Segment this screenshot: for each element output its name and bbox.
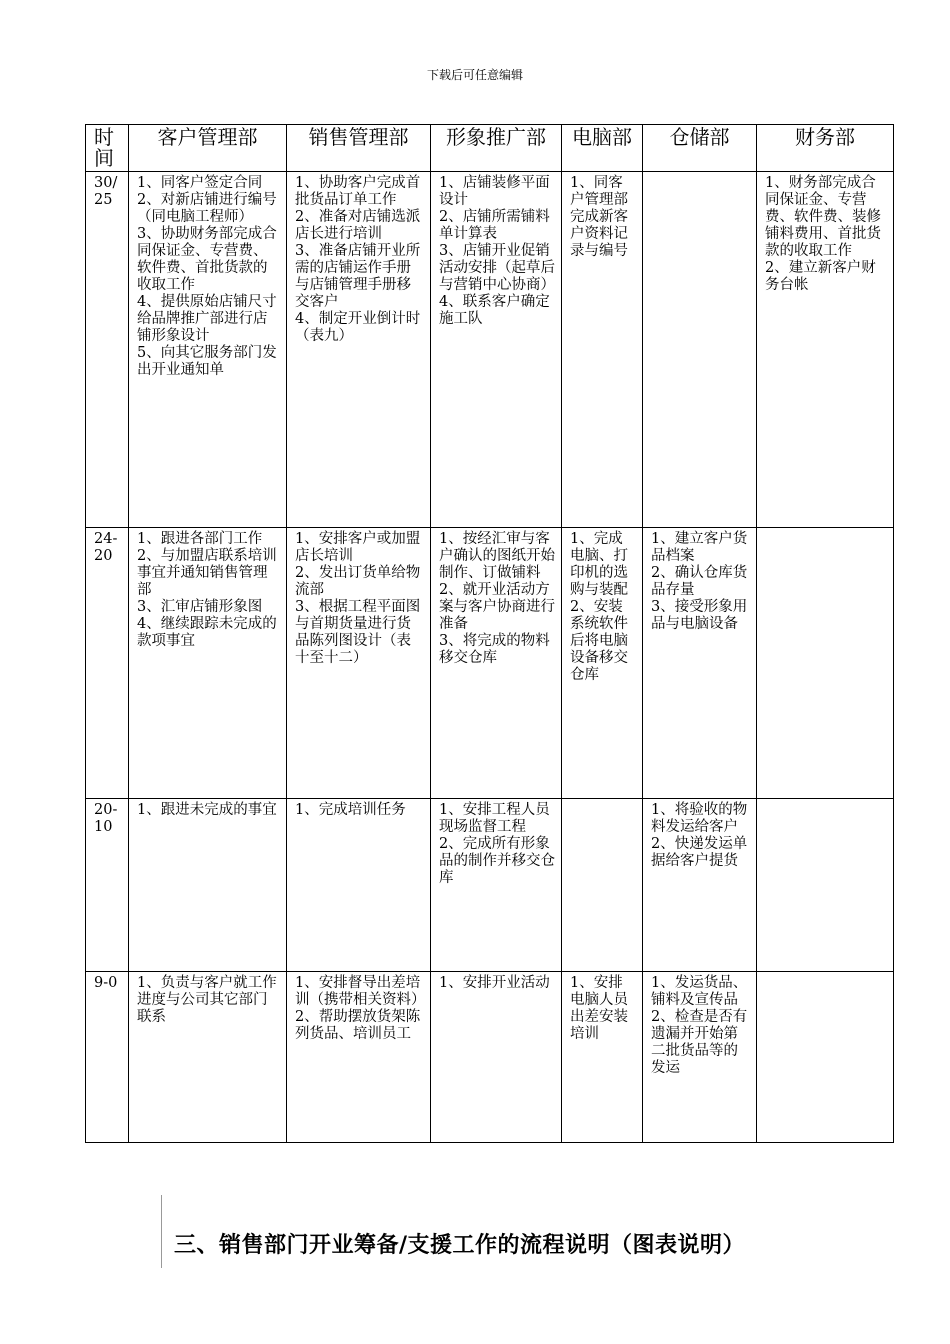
task-item: 1、跟进各部门工作 xyxy=(137,531,263,547)
task-item: 2、准备对店铺选派店长进行培训 xyxy=(295,209,421,242)
header-computer: 电脑部 xyxy=(562,125,643,172)
task-item: 1、完成电脑、打印机的选购与装配 xyxy=(570,531,628,598)
header-finance: 财务部 xyxy=(757,125,894,172)
task-item: 4、继续跟踪未完成的款项事宜 xyxy=(137,616,277,649)
time-cell: 24-20 xyxy=(86,528,129,799)
cell-sales-management xyxy=(287,972,431,1143)
cell-computer xyxy=(562,799,643,972)
cell-finance xyxy=(757,172,894,528)
task-item: 3、协助财务部完成合同保证金、专营费、软件费、首批货款的收取工作 xyxy=(137,226,277,293)
cell-finance xyxy=(757,528,894,799)
cell-warehouse xyxy=(643,172,757,528)
header-image-promotion: 形象推广部 xyxy=(431,125,562,172)
task-item: 3、准备店铺开业所需的店铺运作手册与店铺管理手册移交客户 xyxy=(295,243,421,310)
task-item: 2、检查是否有遗漏并开始第二批货品等的发运 xyxy=(651,1009,748,1076)
task-item: 2、确认仓库货品存量 xyxy=(651,565,748,598)
task-item: 2、发出订货单给物流部 xyxy=(295,565,421,598)
task-item: 1、将验收的物料发运给客户 xyxy=(651,802,748,835)
cell-computer xyxy=(562,972,643,1143)
header-sales-management: 销售管理部 xyxy=(287,125,431,172)
task-item: 1、完成培训任务 xyxy=(295,802,406,818)
cell-customer-management xyxy=(129,172,287,528)
table-row xyxy=(86,528,894,799)
section-heading: 三、销售部门开业筹备/支援工作的流程说明（图表说明） xyxy=(174,1233,746,1258)
task-item: 1、按经汇审与客户确认的图纸开始制作、订做铺料 xyxy=(439,531,555,581)
cell-finance xyxy=(757,799,894,972)
cell-image-promotion xyxy=(431,972,562,1143)
header-customer-management: 客户管理部 xyxy=(129,125,287,172)
task-item: 1、同客户签定合同 xyxy=(137,175,263,191)
task-item: 3、根据工程平面图与首期货量进行货品陈列图设计（表十至十二） xyxy=(295,599,421,666)
task-item: 2、就开业活动方案与客户协商进行准备 xyxy=(439,582,555,632)
task-item: 1、店铺装修平面设计 xyxy=(439,175,550,208)
task-item: 4、制定开业倒计时（表九） xyxy=(295,311,421,344)
task-item: 3、汇审店铺形象图 xyxy=(137,599,263,615)
cell-computer xyxy=(562,172,643,528)
task-item: 5、向其它服务部门发出开业通知单 xyxy=(137,345,277,378)
task-item: 2、与加盟店联系培训事宜并通知销售管理部 xyxy=(137,548,277,598)
task-item: 2、快递发运单据给客户提货 xyxy=(651,836,748,869)
task-item: 1、安排电脑人员出差安装培训 xyxy=(570,975,628,1042)
time-cell: 20-10 xyxy=(86,799,129,972)
cell-image-promotion xyxy=(431,799,562,972)
cell-image-promotion xyxy=(431,528,562,799)
table-row xyxy=(86,972,894,1143)
cell-sales-management xyxy=(287,528,431,799)
cell-sales-management xyxy=(287,172,431,528)
task-item: 1、同客户管理部完成新客户资料记录与编号 xyxy=(570,175,628,259)
cell-customer-management xyxy=(129,972,287,1143)
cell-computer xyxy=(562,528,643,799)
task-item: 1、财务部完成合同保证金、专营费、软件费、装修铺料费用、首批货款的收取工作 xyxy=(765,175,881,259)
task-item: 1、安排开业活动 xyxy=(439,975,550,991)
task-item: 3、接受形象用品与电脑设备 xyxy=(651,599,748,632)
cell-customer-management xyxy=(129,799,287,972)
cell-warehouse xyxy=(643,799,757,972)
task-item: 1、安排客户或加盟店长培训 xyxy=(295,531,421,564)
cell-warehouse xyxy=(643,972,757,1143)
task-item: 1、安排工程人员现场监督工程 xyxy=(439,802,550,835)
header-time: 时间 xyxy=(86,125,129,172)
time-cell: 9-0 xyxy=(86,972,129,1143)
task-item: 2、店铺所需铺料单计算表 xyxy=(439,209,550,242)
task-item: 3、将完成的物料移交仓库 xyxy=(439,633,550,666)
header-note: 下载后可任意编辑 xyxy=(426,68,523,82)
task-item: 1、协助客户完成首批货品订单工作 xyxy=(295,175,421,208)
cell-warehouse xyxy=(643,528,757,799)
cell-sales-management xyxy=(287,799,431,972)
table-header-row xyxy=(86,125,894,172)
task-item: 2、帮助摆放货架陈列货品、培训员工 xyxy=(295,1009,421,1042)
task-item: 2、对新店铺进行编号（同电脑工程师） xyxy=(137,192,277,225)
task-item: 4、联系客户确定施工队 xyxy=(439,294,550,327)
task-item: 1、发运货品、铺料及宣传品 xyxy=(651,975,748,1008)
table-row xyxy=(86,799,894,972)
task-item: 2、安装系统软件后将电脑设备移交仓库 xyxy=(570,599,628,683)
time-cell: 30/25 xyxy=(86,172,129,528)
task-item: 3、店铺开业促销活动安排（起草后与营销中心协商） xyxy=(439,243,555,293)
task-item: 1、安排督导出差培训（携带相关资料） xyxy=(295,975,426,1008)
cell-finance xyxy=(757,972,894,1143)
task-item: 1、跟进未完成的事宜 xyxy=(137,802,277,818)
opening-schedule-table xyxy=(85,124,894,1143)
header-warehouse: 仓储部 xyxy=(643,125,757,172)
table-row xyxy=(86,172,894,528)
cell-image-promotion xyxy=(431,172,562,528)
section-rule xyxy=(161,1195,162,1268)
task-item: 2、完成所有形象品的制作并移交仓库 xyxy=(439,836,555,886)
task-item: 4、提供原始店铺尺寸给品牌推广部进行店铺形象设计 xyxy=(137,294,277,344)
cell-customer-management xyxy=(129,528,287,799)
task-item: 2、建立新客户财务台帐 xyxy=(765,260,876,293)
task-item: 1、建立客户货品档案 xyxy=(651,531,748,564)
task-item: 1、负责与客户就工作进度与公司其它部门联系 xyxy=(137,975,277,1025)
